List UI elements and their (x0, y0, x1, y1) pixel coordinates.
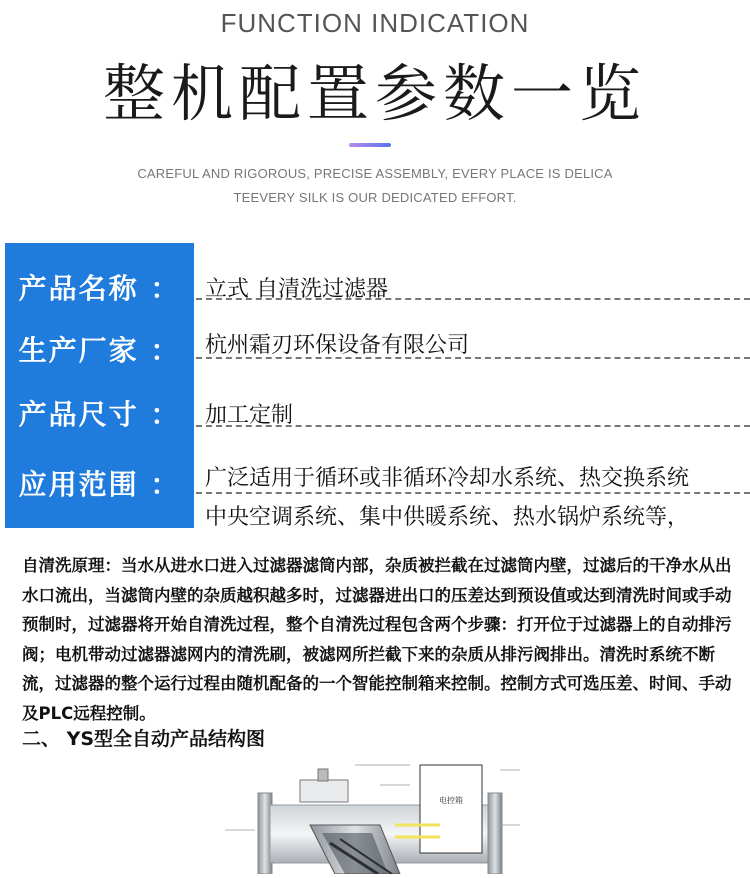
spec-label-manufacturer: 生产厂家 ： (18, 334, 181, 367)
tagline-line-1: CAREFUL AND RIGOROUS, PRECISE ASSEMBLY, EVERY PLACE IS DELICA (137, 166, 613, 181)
spec-value-application-line2: 中央空调系统、集中供暖系统、热水锅炉系统等， (205, 505, 690, 530)
spec-label-column (5, 243, 194, 528)
principle-description: 自清洗原理：当水从进水口进入过滤器滤筒内部，杂质被拦截在过滤筒内壁，过滤后的干净水从出水口流出，当滤筒内壁的杂质越积越多时，过滤器进出口的压差达到预设值或达到清洗时间或手动预制时，过滤器将开始自清洗过程，整个自清洗过程包含两个步骤：打开位于过滤器上的自动排污阀；电机带动过滤器滤网内的清洗刷，被滤网所拦截下来的杂质从排污阀排出。清洗时系统不断流，过滤器的整个运行过程由随机配备的一个智能控制箱来控制。控制方式可选压差、时间、手动及PLC远程控制。 (22, 556, 732, 723)
spec-value-manufacturer: 杭州霜刃环保设备有限公司 (205, 333, 470, 358)
spec-value-application: 广泛适用于循环或非循环冷却水系统、热交换系统 (205, 466, 690, 491)
divider (196, 357, 750, 359)
function-indication-label: FUNCTION INDICATION (220, 8, 530, 38)
spec-label-name: 产品名称 ： (18, 272, 181, 305)
divider (196, 298, 750, 300)
page-title: 整机配置参数一览 (102, 57, 647, 130)
spec-value-name: 立式 自清洗过滤器 (205, 277, 388, 302)
filter-structure-illustration (0, 755, 750, 874)
tagline-line-2: TEEVERY SILK IS OUR DEDICATED EFFORT. (233, 190, 517, 205)
structure-diagram (0, 755, 750, 874)
spec-label-application: 应用范围 ： (18, 468, 181, 501)
divider (196, 425, 750, 427)
spec-label-size: 产品尺寸 ： (18, 398, 181, 431)
section-title: 二、 YS型全自动产品结构图 (22, 728, 266, 750)
spec-value-size: 加工定制 (205, 403, 294, 428)
control-box-label: 电控箱 (439, 796, 463, 805)
divider (196, 492, 750, 494)
